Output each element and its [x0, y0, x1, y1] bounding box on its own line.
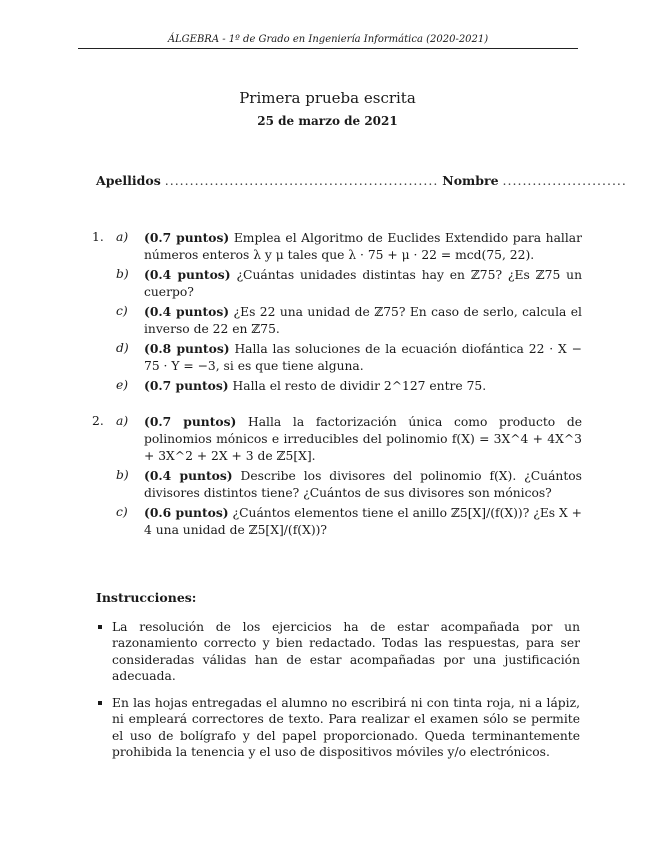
item-text: Describe los divisores del polinomio f(X). ¿Cuántos divisores distintos tiene? ¿Cuántos de sus divisores son mónicos? — [144, 469, 582, 500]
name-fields: Apellidos ....................................................... Nombre ......................... — [96, 173, 627, 188]
item-letter: a) — [116, 414, 129, 428]
instructions-title: Instrucciones: — [96, 590, 197, 605]
exam-title: Primera prueba escrita — [239, 89, 416, 107]
item-text: Emplea el Algoritmo de Euclides Extendido para hallar números enteros λ y μ tales que λ · 75 + μ · 22 = mcd(75, 22). — [144, 231, 582, 262]
problem-item — [92, 303, 582, 338]
instruction-bullet: La resolución de los ejercicios ha de estar acompañada por un razonamiento correcto y bien redactado. Todas las respuestas, para ser consideradas válidas han de estar acompañadas por una justificación adecuada. — [96, 619, 580, 685]
instructions — [96, 590, 580, 771]
item-letter: d) — [116, 341, 129, 355]
item-letter: c) — [116, 505, 128, 519]
item-points: (0.6 puntos) — [144, 505, 229, 520]
problem-2 — [92, 413, 582, 541]
problem-item — [92, 377, 582, 395]
problem-item — [92, 266, 582, 301]
surname-label: Apellidos — [96, 173, 161, 188]
item-points: (0.8 puntos) — [144, 341, 230, 356]
item-points: (0.7 puntos) — [144, 378, 229, 393]
item-points: (0.7 puntos) — [144, 230, 230, 245]
item-text: Halla el resto de dividir 2^127 entre 75. — [232, 379, 487, 393]
problem-1 — [92, 229, 582, 397]
item-text: ¿Cuántos elementos tiene el anillo ℤ5[X]/(f(X))? ¿Es X + 4 una unidad de ℤ5[X]/(f(X))? — [144, 506, 582, 537]
item-letter: e) — [116, 378, 129, 392]
item-text: Halla la factorización única como producto de polinomios mónicos e irreducibles del polinomio f(X) = 3X^4 + 4X^3 + 3X^2 + 2X + 3 de ℤ5[X]. — [144, 415, 582, 463]
item-letter: b) — [116, 267, 129, 281]
item-text: ¿Es 22 una unidad de ℤ75? En caso de serlo, calcula el inverso de 22 en ℤ75. — [144, 305, 582, 336]
item-letter: c) — [116, 304, 128, 318]
item-text: ¿Cuántas unidades distintas hay en ℤ75? ¿Es ℤ75 un cuerpo? — [144, 268, 582, 299]
problem-number: 1. — [92, 230, 104, 244]
instruction-bullet: En las hojas entregadas el alumno no escribirá ni con tinta roja, ni a lápiz, ni empleará correctores de texto. Para realizar el examen sólo se permite el uso de bolígrafo y del papel proporcionado. Queda terminantemente prohibida la tenencia y el uso de dispositivos móviles y/o electrónicos. — [96, 695, 580, 761]
problem-item — [92, 413, 582, 465]
item-points: (0.4 puntos) — [144, 304, 230, 319]
problem-number: 2. — [92, 414, 104, 428]
problem-item — [92, 340, 582, 375]
item-text: Halla las soluciones de la ecuación diofántica 22 · X − 75 · Y = −3, si es que tiene alguna. — [144, 342, 582, 373]
name-label: Nombre — [442, 173, 499, 188]
item-points: (0.4 puntos) — [144, 468, 233, 483]
item-points: (0.4 puntos) — [144, 267, 231, 282]
problem-item — [92, 504, 582, 539]
problem-item — [92, 229, 582, 264]
item-points: (0.7 puntos) — [144, 414, 237, 429]
item-letter: b) — [116, 468, 129, 482]
running-header: ÁLGEBRA - 1º de Grado en Ingeniería Informática (2020-2021) — [78, 34, 578, 49]
exam-date: 25 de marzo de 2021 — [257, 114, 398, 128]
problem-item — [92, 467, 582, 502]
item-letter: a) — [116, 230, 129, 244]
